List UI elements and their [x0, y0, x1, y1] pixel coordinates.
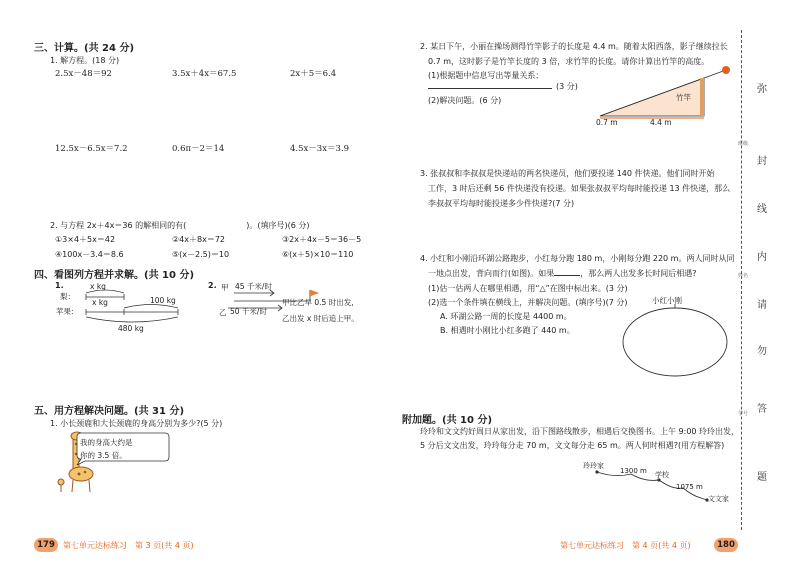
equation-5: 0.6π－2＝14: [172, 144, 225, 154]
q2-line-1: 2. 某日下午，小丽在操场测得竹竿影子的长度是 4.4 m。随着太阳西落，影子继续拉长: [420, 42, 728, 51]
seal-dashed-line: [741, 30, 742, 530]
sidebar-small-1: 班级: [738, 141, 749, 147]
option-1: ①3×4＋5x＝42: [55, 235, 116, 244]
q4-line-2: [428, 268, 697, 279]
sidebar-small-3: 学号: [738, 411, 749, 417]
apple-x-label: x kg: [92, 298, 108, 307]
lake-diagram: [620, 304, 730, 380]
yi-label: 乙: [219, 308, 227, 317]
extra-weight-label: 100 kg: [150, 296, 176, 305]
diagram2-number: 2.: [208, 281, 217, 290]
q4-line-1: 4. 小红和小刚沿环湖公路跑步，小红每分跑 180 m，小刚每分跑 220 m。两人同时从同: [420, 254, 735, 263]
page-number-right: 180: [714, 538, 738, 552]
distance-2: 1075 m: [676, 483, 703, 491]
pole-label: 竹竿: [676, 93, 691, 102]
q2-stem: 2. 与方程 2x＋4x＝36 的解相同的有(: [50, 221, 187, 230]
section-4-title: 四、看图列方程并求解。(共 10 分): [34, 270, 195, 281]
q4-option-b: B. 相遇时小刚比小红多跑了 440 m。: [440, 326, 575, 335]
equation-3: 2x＋5＝6.4: [290, 69, 337, 79]
sidebar-char-2: 封: [757, 156, 767, 167]
sidebar-char-1: 弥: [757, 84, 767, 95]
q4-line-2-start: 一地点出发，背向而行(如图)。如果: [428, 269, 555, 278]
q2-text: [50, 220, 309, 231]
apple-label: 苹果:: [56, 307, 74, 316]
q2-line-2: 0.7 m，这时影子是竹竿长度的 3 倍，求竹竿的长度。请你计算出竹竿的高度。: [428, 57, 710, 66]
sidebar-small-2: 姓名: [738, 273, 749, 279]
chase-note-2: 乙出发 x 时后追上甲。: [282, 314, 359, 323]
shadow-diagram: [594, 60, 734, 126]
jia-label: 甲: [221, 283, 229, 292]
pear-label: 梨：: [60, 292, 75, 301]
bubble-line-2: 你的 3.5 倍。: [80, 451, 127, 460]
q4-sub-1: (1)估一估两人在哪里相遇，用“△”在图中标出来。(3 分): [428, 284, 628, 293]
sec5-q1: 1. 小长颈鹿和大长颈鹿的身高分别为多少?(5 分): [50, 419, 223, 428]
section-5-title: 五、用方程解决问题。(共 31 分): [34, 406, 185, 417]
chase-note-1: 甲比乙早 0.5 时出发,: [282, 298, 354, 307]
sidebar-char-5: 请: [757, 300, 767, 311]
section-3-title: 三、计算。(共 24 分): [34, 43, 135, 54]
extra-title: 附加题。(共 10 分): [402, 415, 493, 426]
runners-label: 小红小刚: [652, 296, 682, 305]
home1-label: 玲玲家: [583, 462, 604, 470]
speed-jia: 45 千米/时: [235, 282, 272, 291]
page-number-left: 179: [34, 538, 58, 552]
extra-line-1: 玲玲和文文约好周日从家出发，沿下图路线散步，相遇后交换图书。上午 9:00 玲玲出发，: [420, 427, 740, 436]
q3-line-1: 3. 张叔叔和李叔叔是快递站的两名快递员，他们要投递 140 件快递。他们同时开始: [420, 169, 715, 178]
equation-2: 3.5x＋4x＝67.5: [172, 69, 237, 79]
home2-label: 文文家: [708, 495, 729, 503]
q4-sub-2: (2)选一个条件填在横线上，并解决问题。(填序号)(7 分): [428, 298, 628, 307]
option-3: ③2x＋4x－5＝36－5: [282, 235, 362, 244]
sidebar-char-4: 内: [757, 252, 767, 263]
option-4: ④100x－3.4＝8.6: [55, 250, 124, 259]
school-label: 学校: [655, 471, 669, 479]
q2-sub-1: (1)根据题中信息写出等量关系：: [428, 71, 544, 80]
equation-1: 2.5x－48＝92: [55, 69, 112, 79]
q3-line-2: 工作，3 时后还剩 56 件快递没有投递。如果张叔叔平均每时能投递 13 件快递，那么: [428, 184, 731, 193]
extra-line-2: 5 分后文文出发，玲玲每分走 70 m，文文每分走 65 m。两人何时相遇?(用方程解答): [420, 441, 725, 450]
q1-title: 1. 解方程。(18 分): [50, 56, 120, 65]
q2-tail: )。(填序号)(6 分): [246, 221, 310, 230]
equation-6: 4.5x－3x＝3.9: [290, 144, 350, 154]
sidebar-char-8: 题: [757, 472, 767, 483]
q2-sub-2: (2)解决问题。(6 分): [428, 96, 502, 105]
q4-line-2-end: ，那么两人出发多长时间后相遇?: [580, 269, 697, 278]
bubble-line-1: 我的身高大约是: [80, 438, 133, 447]
q3-line-3: 李叔叔平均每时能投递多少件快递?(7 分): [428, 199, 575, 208]
distance-1: 1300 m: [620, 467, 647, 475]
answer-line-q2: [428, 88, 552, 89]
footer-left: 第七单元达标练习 第 3 页(共 4 页): [63, 541, 194, 550]
speed-yi: 50 千米/时: [230, 307, 267, 316]
sidebar-char-6: 勿: [757, 346, 767, 357]
sidebar-char-7: 答: [757, 404, 767, 415]
total-weight-label: 480 kg: [118, 324, 144, 333]
option-2: ②4x＋8x＝72: [172, 235, 225, 244]
option-5: ⑤(x－2.5)＝10: [172, 250, 230, 259]
sidebar-char-3: 线: [757, 204, 767, 215]
equation-4: 12.5x－6.5x＝7.2: [55, 144, 128, 154]
pear-x-label: x kg: [90, 282, 106, 291]
shadow-length: 4.4 m: [650, 118, 672, 127]
footer-right: 第七单元达标练习 第 4 页(共 4 页): [560, 541, 691, 550]
diagram1-number: 1.: [55, 281, 64, 290]
q4-option-a: A. 环湖公路一周的长度是 4400 m。: [440, 312, 572, 321]
option-6: ⑥(x＋5)×10＝110: [282, 250, 354, 259]
q2-score-1: (3 分): [556, 82, 578, 91]
shadow-extra-length: 0.7 m: [596, 118, 618, 127]
